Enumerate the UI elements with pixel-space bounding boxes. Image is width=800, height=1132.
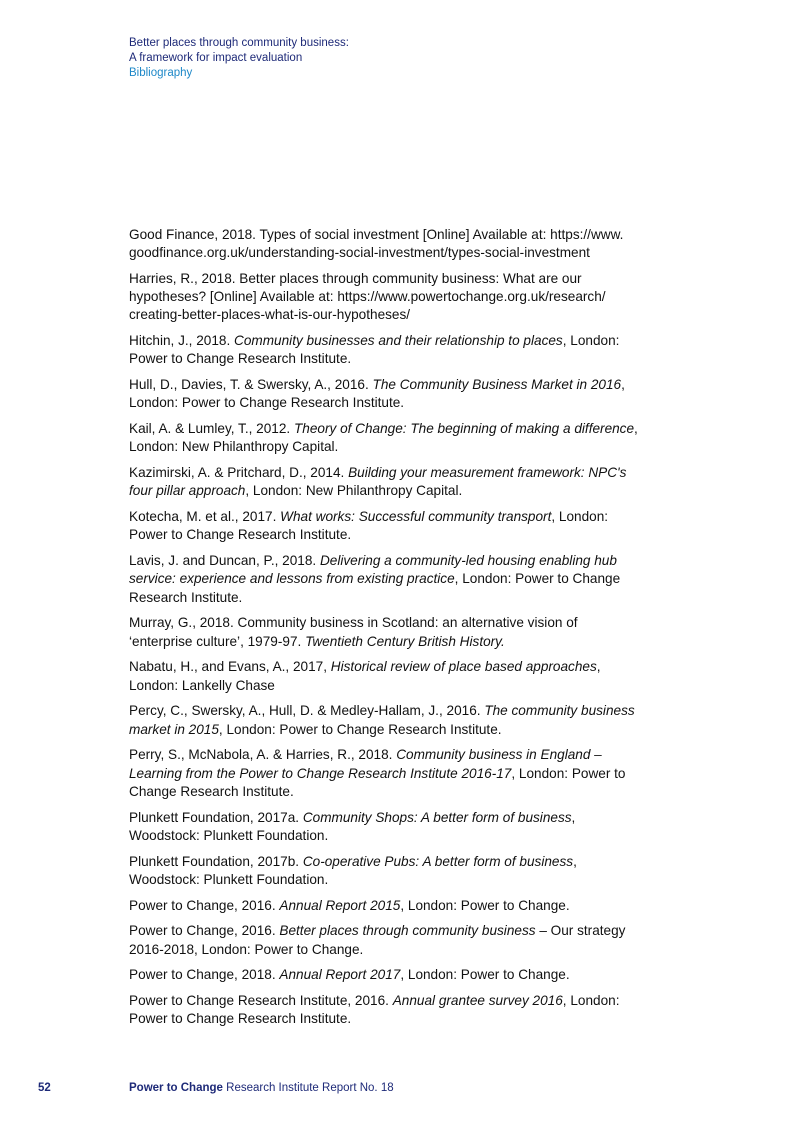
entry-text: Nabatu, H., and Evans, A., 2017, bbox=[129, 659, 331, 675]
entry-text: Kail, A. & Lumley, T., 2012. bbox=[129, 421, 294, 437]
entry-text: Good Finance, 2018. Types of social investment [Online] Available at: https://www. goodfinance.org.uk/understanding-social-investment/types-social-investment bbox=[129, 227, 624, 261]
entry-text: , London: Power to Change Research Institute. bbox=[129, 993, 620, 1027]
bibliography-entry bbox=[129, 464, 664, 500]
page-number: 52 bbox=[38, 1082, 51, 1094]
bibliography-entry bbox=[129, 614, 664, 650]
entry-title: Twentieth Century British History. bbox=[305, 633, 505, 649]
entry-text: , London: Power to Change Research Institute. bbox=[129, 377, 625, 411]
bibliography-entry bbox=[129, 508, 664, 544]
entry-text: Plunkett Foundation, 2017b. bbox=[129, 853, 303, 869]
footer-brand: Power to Change bbox=[129, 1082, 223, 1094]
entry-text: – Our strategy 2016-2018, London: Power to Change. bbox=[129, 923, 626, 957]
footer-report-title: Research Institute Report No. 18 bbox=[226, 1082, 394, 1094]
entry-title: The community business market in 2015 bbox=[129, 703, 635, 737]
bibliography-entry bbox=[129, 966, 664, 984]
entry-text: , London: Power to Change Research Institute. bbox=[129, 765, 626, 799]
document-title-line-2: A framework for impact evaluation bbox=[129, 52, 303, 64]
entry-title: Community business in England – Learning from the Power to Change Research Institute 2016-17 bbox=[129, 747, 602, 781]
entry-text: Plunkett Foundation, 2017a. bbox=[129, 809, 303, 825]
entry-title: Better places through community business bbox=[279, 923, 536, 939]
entry-text: , London: Lankelly Chase bbox=[129, 659, 601, 693]
entry-title: Delivering a community-led housing enabling hub service: experience and lessons from existing practice bbox=[129, 553, 617, 587]
entry-text: , London: Power to Change Research Institute. bbox=[129, 333, 620, 367]
entry-text: , London: Power to Change Research Institute. bbox=[129, 571, 621, 605]
section-title: Bibliography bbox=[129, 67, 193, 79]
entry-title: Building your measurement framework: NPC's four pillar approach bbox=[129, 465, 627, 499]
bibliography-entry bbox=[129, 992, 664, 1028]
bibliography-entry bbox=[129, 658, 664, 694]
bibliography-entry bbox=[129, 853, 664, 889]
entry-text: , Woodstock: Plunkett Foundation. bbox=[129, 809, 576, 843]
entry-text: , Woodstock: Plunkett Foundation. bbox=[129, 853, 577, 887]
entry-text: Kotecha, M. et al., 2017. bbox=[129, 509, 281, 525]
entry-text: Power to Change, 2016. bbox=[129, 923, 280, 939]
entry-title: Community businesses and their relationship to places bbox=[234, 333, 563, 349]
bibliography-entry bbox=[129, 376, 664, 412]
entry-text: Kazimirski, A. & Pritchard, D., 2014. bbox=[129, 465, 349, 481]
footer-report-label bbox=[129, 1082, 394, 1094]
entry-text: Percy, C., Swersky, A., Hull, D. & Medley-Hallam, J., 2016. bbox=[129, 703, 485, 719]
entry-text: Lavis, J. and Duncan, P., 2018. bbox=[129, 553, 320, 569]
entry-title: Co-operative Pubs: A better form of business bbox=[302, 853, 574, 869]
bibliography-entry bbox=[129, 922, 664, 958]
entry-title: Annual grantee survey 2016 bbox=[392, 993, 563, 1009]
entry-text: Hull, D., Davies, T. & Swersky, A., 2016. bbox=[129, 377, 373, 393]
entry-text: , London: Power to Change Research Institute. bbox=[218, 721, 502, 737]
entry-title: The Community Business Market in 2016 bbox=[372, 377, 622, 393]
entry-text: Power to Change, 2016. bbox=[129, 897, 280, 913]
entry-title: Community Shops: A better form of business bbox=[302, 809, 572, 825]
entry-text: Harries, R., 2018. Better places through community business: What are our hypotheses? [Online] Available at: https://www.powertochange.org.uk/research/ creating-better-places-what-is-our-hypotheses/ bbox=[129, 271, 606, 323]
bibliography-entry bbox=[129, 552, 664, 607]
entry-text: , London: Power to Change Research Institute. bbox=[129, 509, 609, 543]
entry-text: , London: New Philanthropy Capital. bbox=[129, 421, 638, 455]
bibliography-entry bbox=[129, 270, 664, 325]
entry-text: Power to Change, 2018. bbox=[129, 967, 280, 983]
entry-title: Theory of Change: The beginning of making a difference bbox=[293, 421, 635, 437]
entry-title: What works: Successful community transport bbox=[280, 509, 552, 525]
bibliography-list bbox=[129, 226, 664, 1036]
entry-title: Annual Report 2015 bbox=[279, 897, 401, 913]
bibliography-entry bbox=[129, 809, 664, 845]
bibliography-entry bbox=[129, 746, 664, 801]
entry-text: Perry, S., McNabola, A. & Harries, R., 2018. bbox=[129, 747, 397, 763]
entry-text: , London: Power to Change. bbox=[400, 967, 570, 983]
document-title-line-1: Better places through community business: bbox=[129, 37, 349, 49]
bibliography-entry bbox=[129, 226, 664, 262]
entry-text: Power to Change Research Institute, 2016. bbox=[129, 993, 393, 1009]
running-header bbox=[129, 36, 349, 81]
entry-text: , London: New Philanthropy Capital. bbox=[245, 483, 463, 499]
bibliography-entry bbox=[129, 897, 664, 915]
entry-title: Annual Report 2017 bbox=[279, 967, 401, 983]
entry-text: Hitchin, J., 2018. bbox=[129, 333, 235, 349]
entry-text: Murray, G., 2018. Community business in Scotland: an alternative vision of ‘enterprise culture’, 1979-97. bbox=[129, 615, 578, 649]
bibliography-entry bbox=[129, 420, 664, 456]
bibliography-entry bbox=[129, 332, 664, 368]
bibliography-entry bbox=[129, 702, 664, 738]
entry-title: Historical review of place based approaches bbox=[330, 659, 597, 675]
entry-text: , London: Power to Change. bbox=[400, 897, 570, 913]
